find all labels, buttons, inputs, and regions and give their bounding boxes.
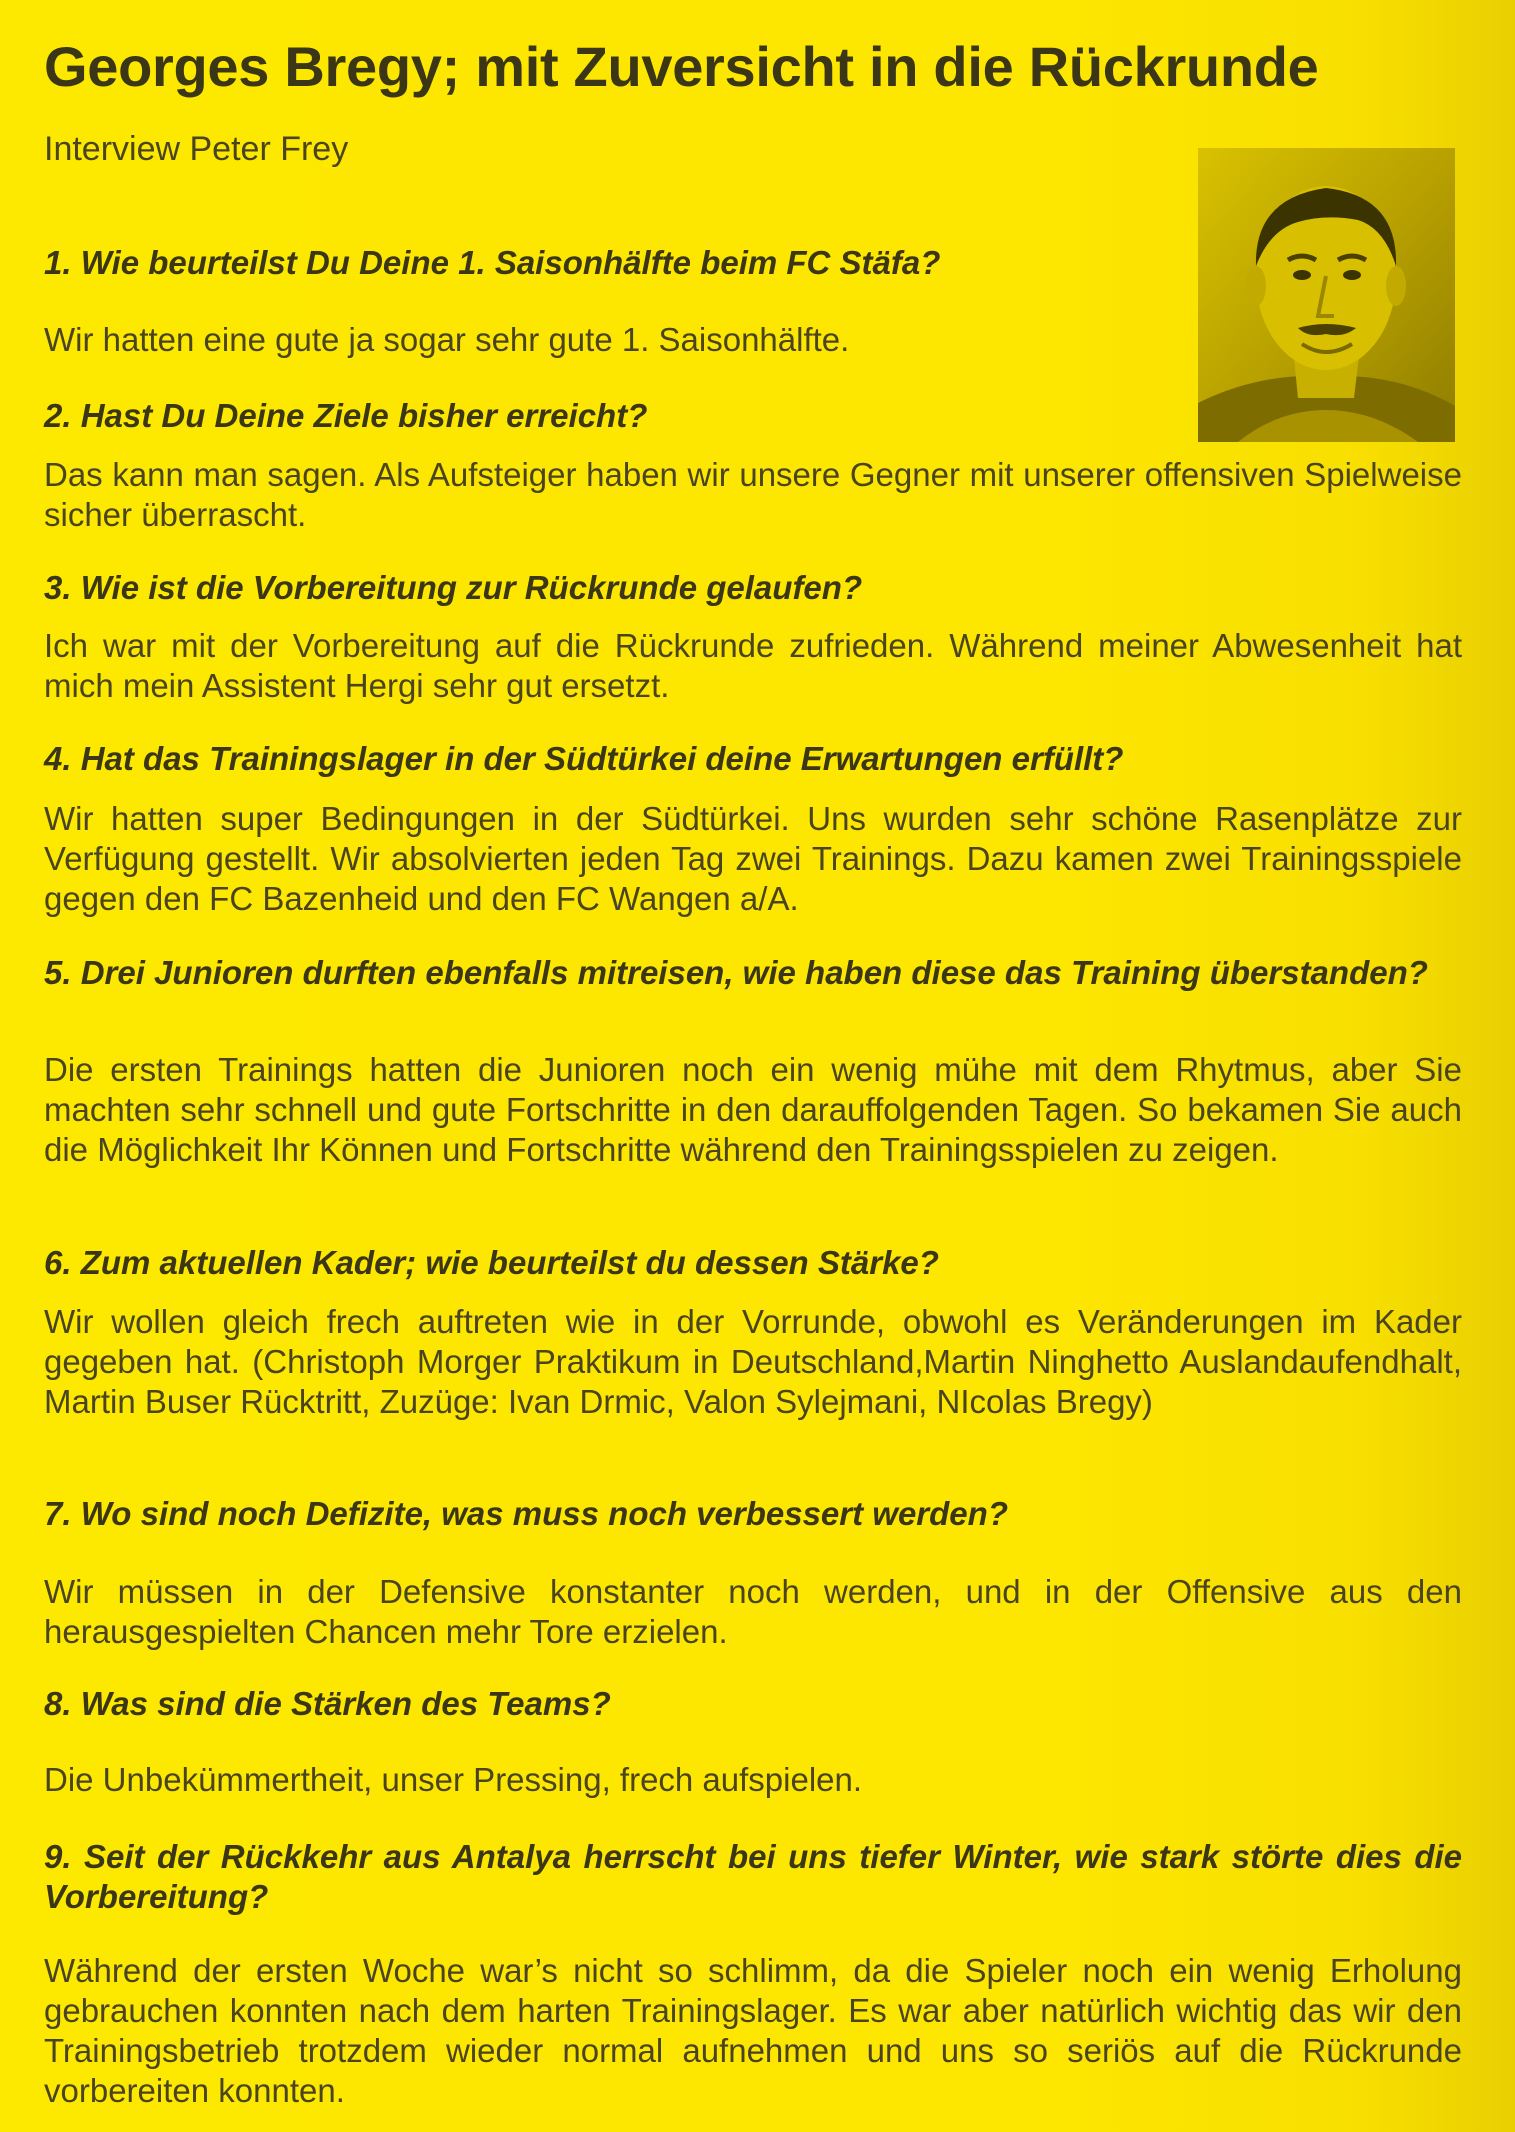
answer-2: Das kann man sagen. Als Aufsteiger haben wir unsere Gegner mit unserer offensiven Spielweise sicher überrascht. xyxy=(44,456,1462,533)
question-5: 5. Drei Junioren durften ebenfalls mitreisen, wie haben diese das Training überstanden? xyxy=(44,954,1428,991)
answer-9: Während der ersten Woche war’s nicht so schlimm, da die Spieler noch ein wenig Erholung gebrauchen konnten nach dem harten Trainingslager. Es war aber natürlich wichtig das wir den Trainingsbetrieb trotzdem wieder normal aufnehmen und uns so seriös auf die Rückrunde vorbereiten konnten. xyxy=(44,1952,1462,2109)
question-8: 8. Was sind die Stärken des Teams? xyxy=(44,1685,611,1722)
question-1: 1. Wie beurteilst Du Deine 1. Saisonhälfte beim FC Stäfa? xyxy=(44,244,941,281)
answer-3: Ich war mit der Vorbereitung auf die Rückrunde zufrieden. Während meiner Abwesenheit hat mich mein Assistent Hergi sehr gut ersetzt. xyxy=(44,627,1462,704)
question-9: 9. Seit der Rückkehr aus Antalya herrscht bei uns tiefer Winter, wie stark störte dies die Vorbereitung? xyxy=(44,1838,1462,1915)
answer-4: Wir hatten super Bedingungen in der Südtürkei. Uns wurden sehr schöne Rasenplätze zur Verfügung gestellt. Wir absolvierten jeden Tag zwei Trainings. Dazu kamen zwei Trainingsspiele gegen den FC Bazenheid und den FC Wangen a/A. xyxy=(44,800,1462,917)
portrait-image xyxy=(1198,148,1455,442)
article-byline: Interview Peter Frey xyxy=(44,130,349,168)
answer-1: Wir hatten eine gute ja sogar sehr gute 1. Saisonhälfte. xyxy=(44,321,850,358)
article-title: Georges Bregy; mit Zuversicht in die Rückrunde xyxy=(44,35,1319,98)
question-3: 3. Wie ist die Vorbereitung zur Rückrunde gelaufen? xyxy=(44,569,863,606)
question-2: 2. Hast Du Deine Ziele bisher erreicht? xyxy=(44,397,648,434)
answer-5: Die ersten Trainings hatten die Junioren noch ein wenig mühe mit dem Rhytmus, aber Sie machten sehr schnell und gute Fortschritte in den darauffolgenden Tagen. So bekamen Sie auch die Möglichkeit Ihr Können und Fortschritte während den Trainingsspielen zu zeigen. xyxy=(44,1051,1462,1168)
portrait-photo xyxy=(1198,148,1455,442)
answer-7: Wir müssen in der Defensive konstanter noch werden, und in der Offensive aus den herausgespielten Chancen mehr Tore erzielen. xyxy=(44,1573,1462,1650)
answer-6: Wir wollen gleich frech auftreten wie in der Vorrunde, obwohl es Veränderungen im Kader gegeben hat. (Christoph Morger Praktikum in Deutschland,Martin Ninghetto Auslandaufendhalt, Martin Buser Rücktritt, Zuzüge: Ivan Drmic, Valon Sylejmani, NIcolas Bregy) xyxy=(44,1303,1462,1420)
answer-8: Die Unbekümmertheit, unser Pressing, frech aufspielen. xyxy=(44,1761,863,1798)
question-7: 7. Wo sind noch Defizite, was muss noch verbessert werden? xyxy=(44,1495,1008,1532)
question-6: 6. Zum aktuellen Kader; wie beurteilst du dessen Stärke? xyxy=(44,1244,939,1281)
question-4: 4. Hat das Trainingslager in der Südtürkei deine Erwartungen erfüllt? xyxy=(44,740,1124,777)
